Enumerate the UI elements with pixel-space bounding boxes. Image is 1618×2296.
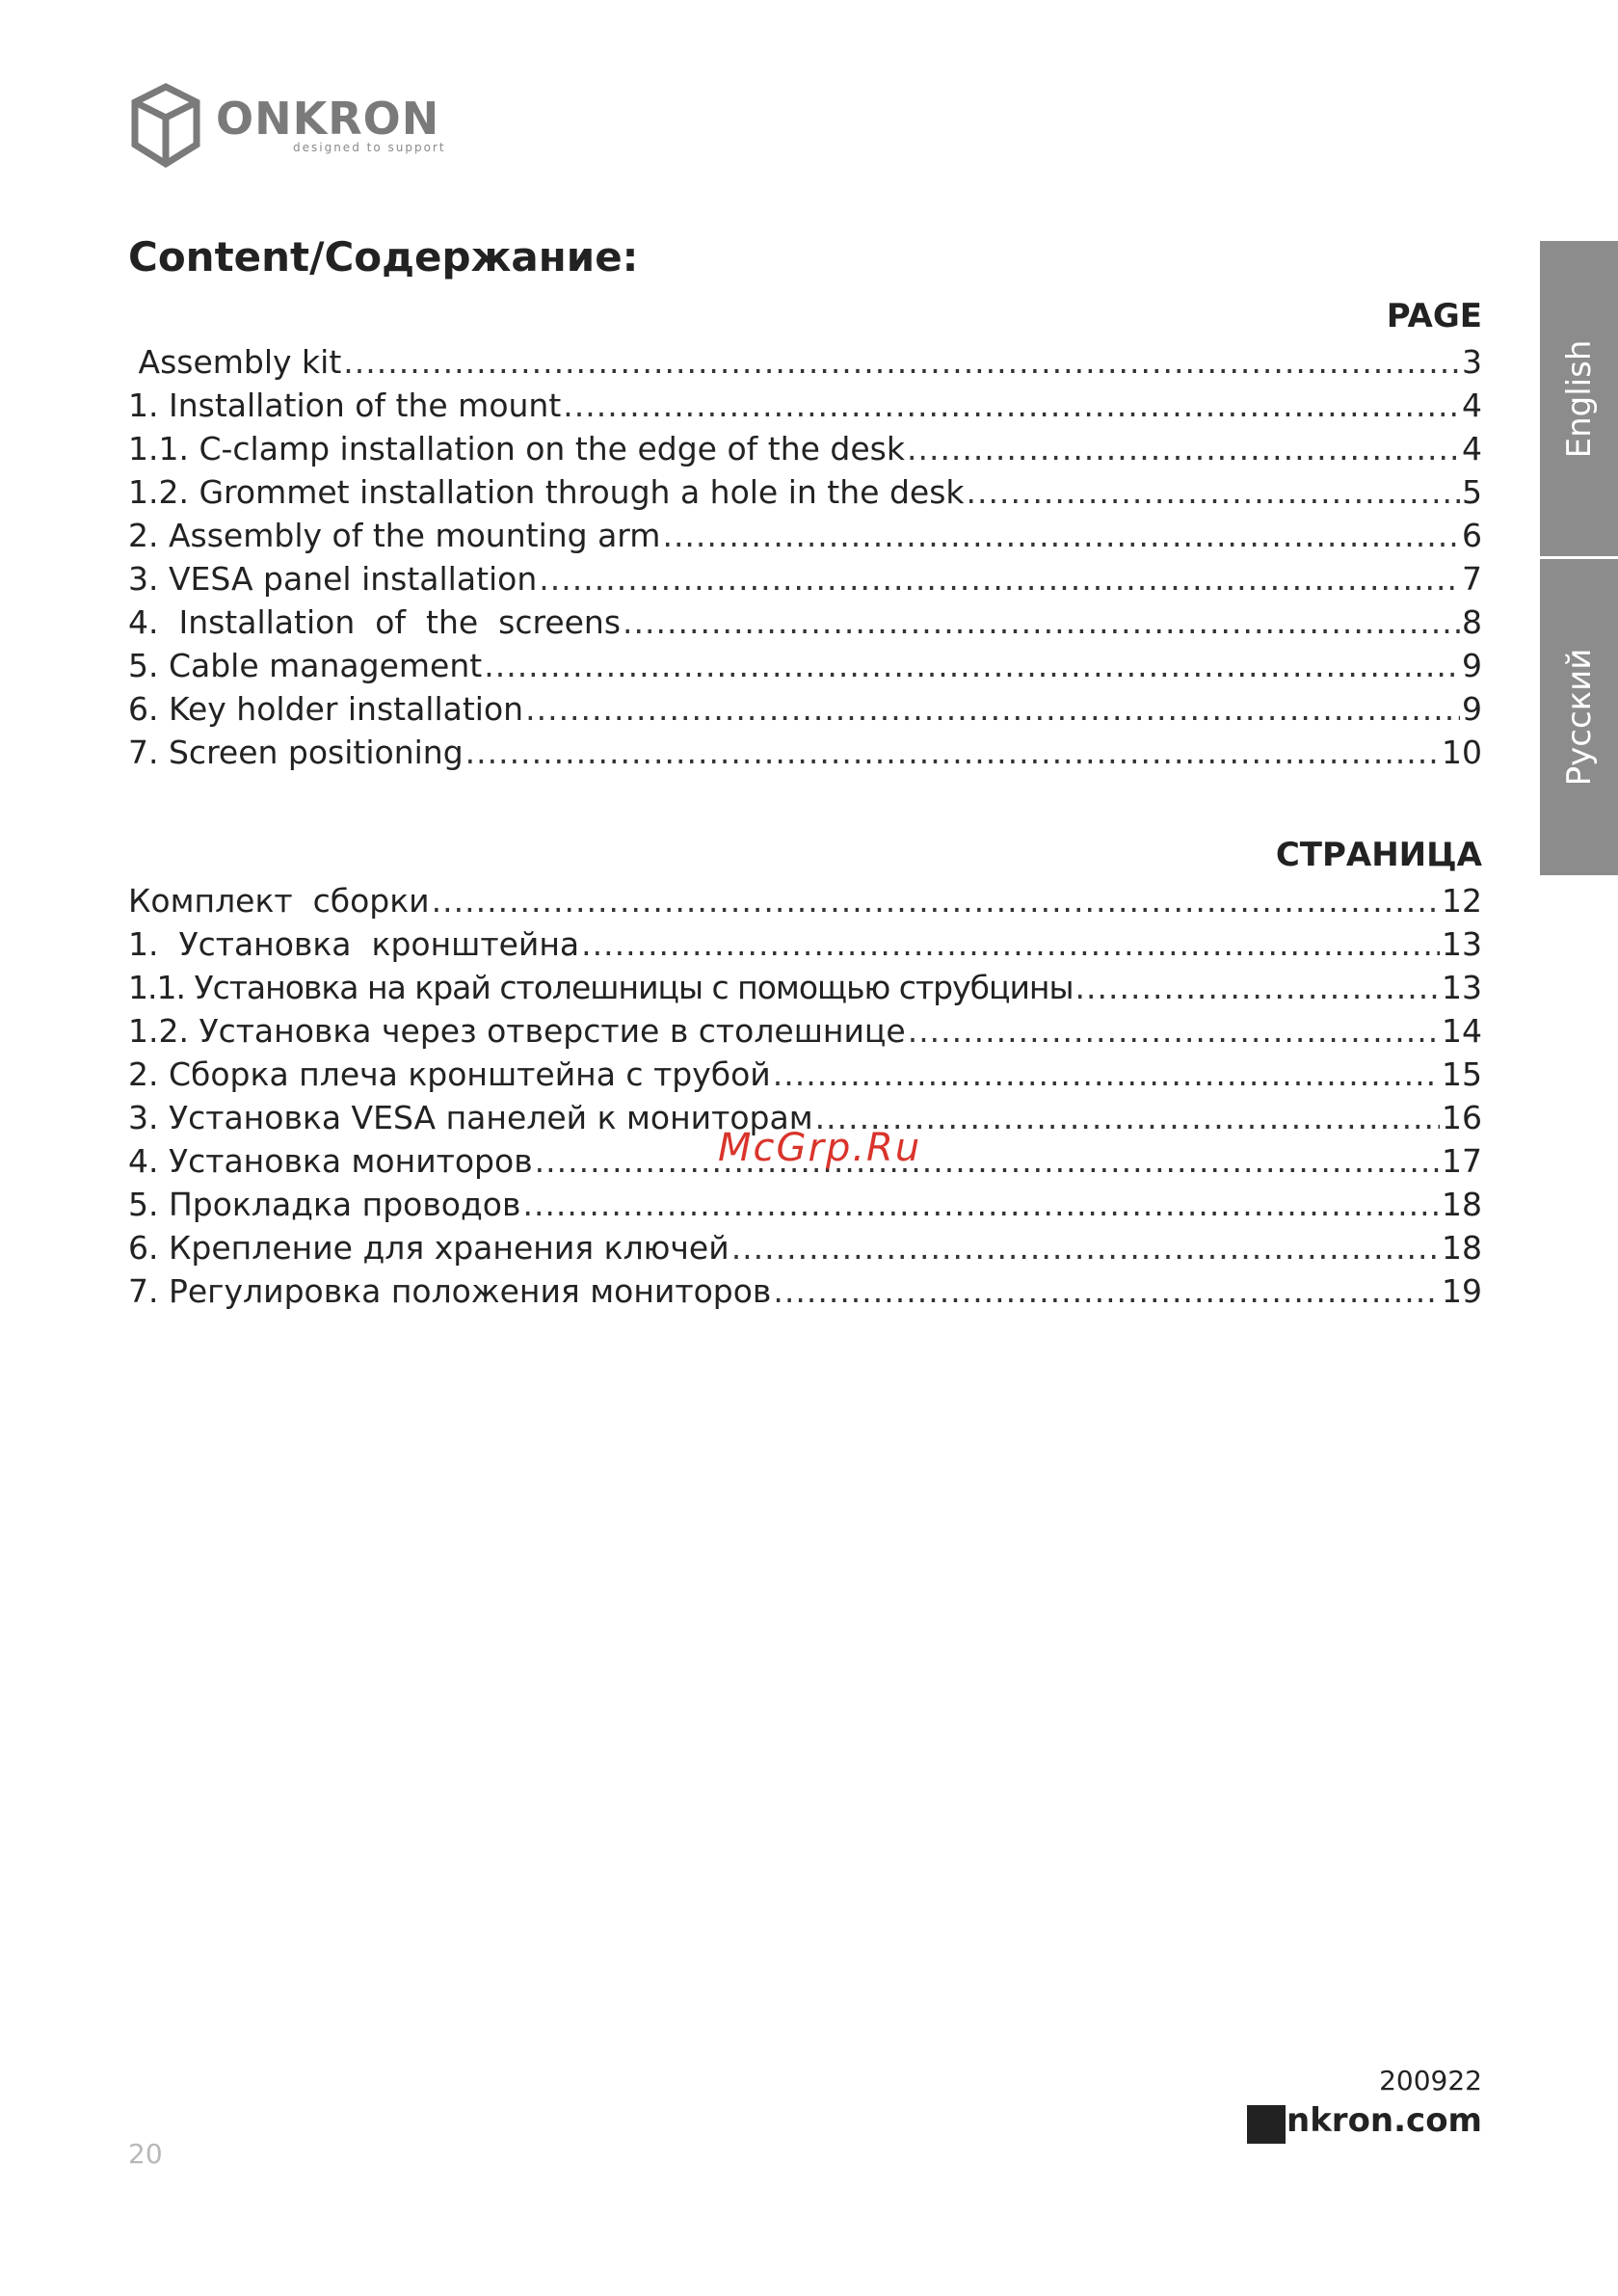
- toc-entry-page: 7: [1462, 560, 1482, 598]
- toc-entry[interactable]: [128, 470, 1482, 514]
- toc-entry-title: 4. Installation of the screens: [128, 603, 622, 641]
- toc-entry[interactable]: [128, 1269, 1482, 1313]
- toc-entry-title: 1.2. Grommet installation through a hole in the desk: [128, 473, 965, 511]
- toc-leader-dots: [908, 1009, 1440, 1053]
- toc-leader-dots: [967, 470, 1461, 514]
- toc-leader-dots: [343, 340, 1460, 384]
- toc-entry[interactable]: [128, 514, 1482, 557]
- toc-leader-dots: [581, 922, 1440, 966]
- website-link[interactable]: onkron.com: [1263, 2101, 1482, 2140]
- page-title: Content/Содержание:: [128, 233, 639, 280]
- toc-entry-title: 2. Assembly of the mounting arm: [128, 517, 661, 554]
- toc-entry[interactable]: [128, 1009, 1482, 1053]
- toc-entry-page: 17: [1442, 1142, 1482, 1180]
- toc-entry[interactable]: [128, 1226, 1482, 1269]
- toc-leader-dots: [623, 601, 1460, 644]
- toc-entry-title: 6. Key holder installation: [128, 690, 524, 728]
- toc-entry-title: 3. Установка VESA панелей к мониторам: [128, 1099, 813, 1136]
- toc-entry-title: 7. Регулировка положения мониторов: [128, 1272, 772, 1310]
- toc-entry-title: 7. Screen positioning: [128, 734, 464, 771]
- toc-entry-title: 5. Cable management: [128, 647, 483, 684]
- toc-leader-dots: [539, 557, 1460, 601]
- toc-entry[interactable]: [128, 384, 1482, 427]
- toc-entry-title: 1.2. Установка через отверстие в столешнице: [128, 1012, 906, 1050]
- toc-entry[interactable]: [128, 922, 1482, 966]
- toc-leader-dots: [773, 1269, 1440, 1313]
- toc-english: [128, 292, 1482, 774]
- toc-leader-dots: [535, 1139, 1440, 1183]
- brand-logo: [129, 83, 447, 170]
- logo-tagline: designed to support: [293, 141, 446, 154]
- toc-entry-title: 1. Installation of the mount: [128, 387, 562, 424]
- toc-entry-page: 13: [1442, 969, 1482, 1006]
- document-code: 200922: [1379, 2065, 1482, 2096]
- logo-wordmark: ONKRON: [216, 93, 440, 145]
- toc-entry-title: Комплект сборки: [128, 882, 430, 920]
- toc-entry-page: 19: [1442, 1272, 1482, 1310]
- toc-leader-dots: [484, 644, 1460, 687]
- toc-entry[interactable]: [128, 966, 1482, 1009]
- toc-entry-page: 9: [1462, 647, 1482, 684]
- toc-entry-page: 13: [1442, 925, 1482, 963]
- toc-entry-title: 5. Прокладка проводов: [128, 1186, 521, 1223]
- watermark: McGrp.Ru: [718, 1126, 922, 1170]
- toc-entry[interactable]: [128, 687, 1482, 731]
- tab-english-label: English: [1559, 339, 1599, 458]
- page-column-label: СТРАНИЦА: [1275, 836, 1482, 874]
- toc-leader-dots: [522, 1183, 1440, 1226]
- tab-russian[interactable]: [1540, 559, 1618, 875]
- toc-leader-dots: [731, 1226, 1440, 1269]
- tab-english[interactable]: [1540, 241, 1618, 556]
- toc-entry-page: 14: [1442, 1012, 1482, 1050]
- page-column-label: PAGE: [1386, 297, 1482, 335]
- toc-entry[interactable]: [128, 879, 1482, 922]
- toc-entry-title: 6. Крепление для хранения ключей: [128, 1229, 729, 1267]
- toc-entry-page: 4: [1462, 387, 1482, 424]
- toc-entry-title: 4. Установка мониторов: [128, 1142, 533, 1180]
- toc-entry[interactable]: [128, 644, 1482, 687]
- toc-entry[interactable]: [128, 1183, 1482, 1226]
- toc-leader-dots: [1075, 966, 1440, 1009]
- toc-entry[interactable]: [128, 731, 1482, 774]
- onkron-logo-icon: [129, 83, 202, 168]
- toc-leader-dots: [465, 731, 1440, 774]
- page-number: 20: [128, 2138, 163, 2170]
- toc-entry[interactable]: [128, 601, 1482, 644]
- toc-entry-page: 16: [1442, 1099, 1482, 1136]
- toc-entry-page: 9: [1462, 690, 1482, 728]
- toc-entry-title: Assembly kit: [128, 343, 342, 381]
- toc-entry-title: 1.1. Установка на край столешницы с помощью струбцины: [128, 969, 1074, 1006]
- toc-entry-title: 2. Сборка плеча кронштейна с трубой: [128, 1055, 771, 1093]
- toc-entry-page: 18: [1442, 1186, 1482, 1223]
- tab-russian-label: Русский: [1559, 648, 1599, 787]
- toc-list-english: [128, 340, 1482, 774]
- toc-leader-dots: [662, 514, 1460, 557]
- toc-entry-page: 12: [1442, 882, 1482, 920]
- toc-leader-dots: [525, 687, 1460, 731]
- toc-entry-page: 15: [1442, 1055, 1482, 1093]
- toc-entry-title: 1. Установка кронштейна: [128, 925, 580, 963]
- toc-leader-dots: [563, 384, 1460, 427]
- toc-entry-title: 1.1. C-clamp installation on the edge of the desk: [128, 430, 905, 467]
- toc-entry[interactable]: [128, 557, 1482, 601]
- toc-leader-dots: [907, 427, 1460, 470]
- toc-russian: [128, 831, 1482, 1313]
- toc-list-russian: [128, 879, 1482, 1313]
- toc-entry-page: 6: [1462, 517, 1482, 554]
- toc-entry-page: 4: [1462, 430, 1482, 467]
- toc-entry-page: 10: [1442, 734, 1482, 771]
- toc-entry-page: 18: [1442, 1229, 1482, 1267]
- toc-entry[interactable]: [128, 340, 1482, 384]
- toc-entry[interactable]: [128, 1053, 1482, 1096]
- toc-entry[interactable]: [128, 427, 1482, 470]
- toc-leader-dots: [773, 1053, 1440, 1096]
- toc-entry-page: 3: [1462, 343, 1482, 381]
- toc-entry-title: 3. VESA panel installation: [128, 560, 538, 598]
- toc-entry-page: 8: [1462, 603, 1482, 641]
- toc-entry-page: 5: [1462, 473, 1482, 511]
- toc-leader-dots: [432, 879, 1440, 922]
